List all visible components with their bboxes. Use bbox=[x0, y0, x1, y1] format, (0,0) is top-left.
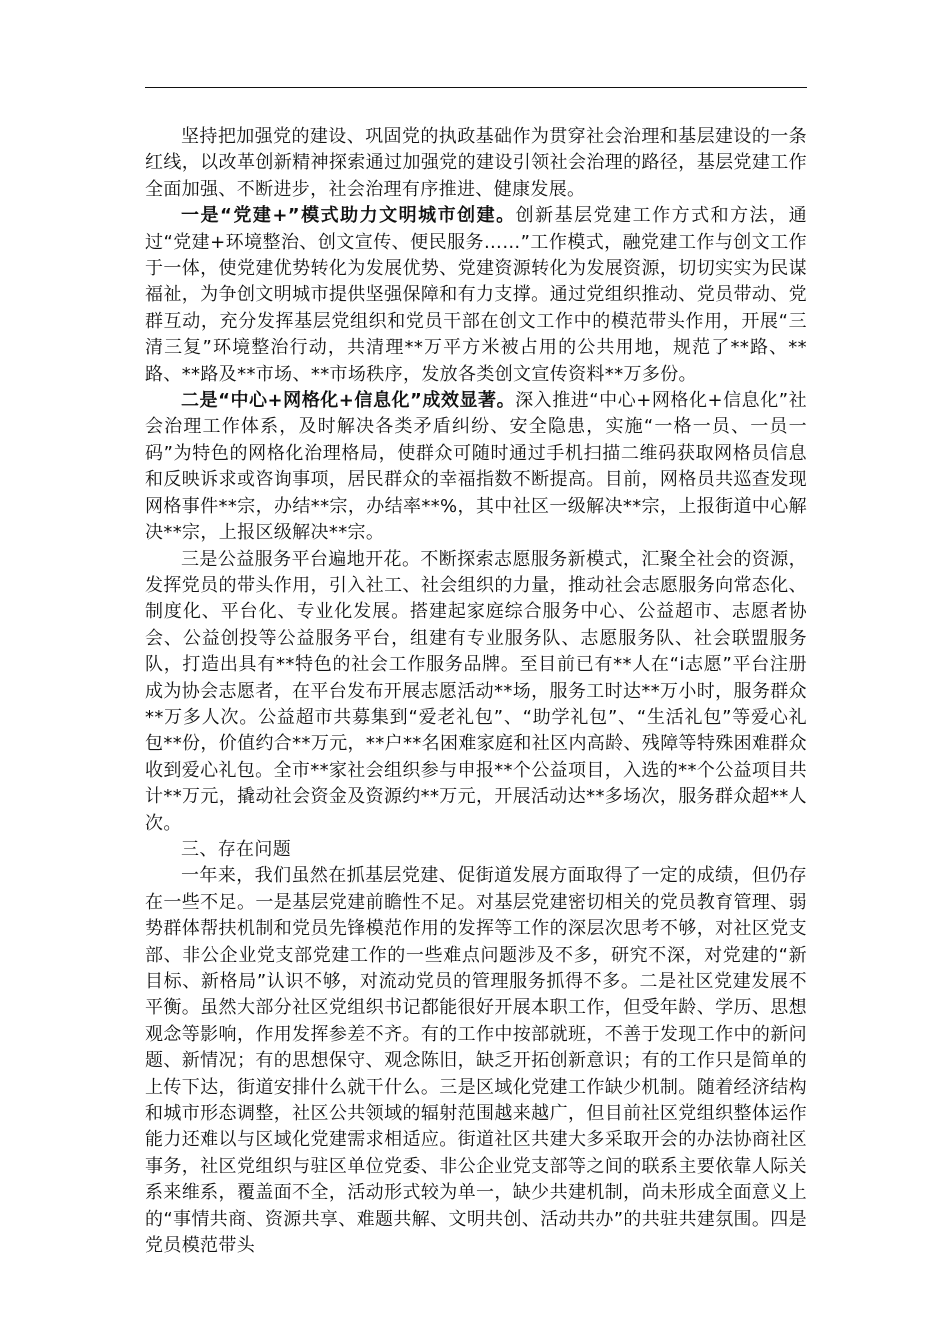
paragraph-intro bbox=[145, 124, 807, 203]
paragraph-public-service-platform-text: 三是公益服务平台遍地开花。不断探索志愿服务新模式，汇聚全社会的资源，发挥党员的带头作用，引入社工、社会组织的力量，推动社会志愿服务向常态化、制度化、平台化、专业化发展。搭建起家庭综合服务中心、公益超市、志愿者协会、公益创投等公益服务平台，组建有专业服务队、志愿服务队、社会联盟服务队，打造出具有**特色的社会工作服务品牌。至目前已有**人在“i志愿”平台注册成为协会志愿者，在平台发布开展志愿活动**场，服务工时达**万小时，服务群众**万多人次。公益超市共募集到“爱老礼包”、“助学礼包”、“生活礼包”等爱心礼包**份，价值约合**万元，**户**名困难家庭和社区内高龄、残障等特殊困难群众收到爱心礼包。全市**家社会组织参与申报**个公益项目，入选的**个公益项目共计**万元，撬动社会资金及资源约**万元，开展活动达**多场次，服务群众超**人次。 bbox=[145, 548, 807, 834]
paragraph-party-building-plus bbox=[145, 203, 807, 388]
paragraph-existing-problems-text: 一年来，我们虽然在抓基层党建、促街道发展方面取得了一定的成绩，但仍存在一些不足。一是基层党建前瞻性不足。对基层党建密切相关的党员教育管理、弱势群体帮扶机制和党员先锋模范作用的发挥等工作的深层次思考不够，对社区党支部、非公企业党支部党建工作的一些难点问题涉及不多，研究不深，对党建的“新目标、新格局”认识不够，对流动党员的管理服务抓得不多。二是社区党建发展不平衡。虽然大部分社区党组织书记都能很好开展本职工作，但受年龄、学历、思想观念等影响，作用发挥参差不齐。有的工作中按部就班，不善于发现工作中的新问题、新情况；有的思想保守、观念陈旧，缺乏开拓创新意识；有的工作只是简单的上传下达，街道安排什么就干什么。三是区域化党建工作缺少机制。随着经济结构和城市形态调整，社区公共领域的辐射范围越来越广，但目前社区党组织整体运作能力还难以与区域化党建需求相适应。街道社区共建大多采取开会的办法协商社区事务，社区党组织与驻区单位党委、非公企业党支部等之间的联系主要依靠人际关系来维系，覆盖面不全，活动形式较为单一，缺少共建机制，尚未形成全面意义上的“事情共商、资源共享、难题共解、文明共创、活动共办”的共驻共建氛围。四是党员模范带头 bbox=[145, 865, 807, 1257]
paragraph-party-building-plus-heading: 一是“党建+”模式助力文明城市创建。 bbox=[181, 205, 516, 227]
paragraph-grid-governance-heading: 二是“中心+网格化+信息化”成效显著。 bbox=[181, 390, 516, 412]
paragraph-existing-problems bbox=[145, 863, 807, 1259]
paragraph-grid-governance bbox=[145, 388, 807, 546]
paragraph-intro-text: 坚持把加强党的建设、巩固党的执政基础作为贯穿社会治理和基层建设的一条红线，以改革创新精神探索通过加强党的建设引领社会治理的路径，基层党建工作全面加强、不断进步，社会治理有序推进、健康发展。 bbox=[145, 126, 807, 200]
section-heading-problems bbox=[145, 837, 807, 863]
header-rule bbox=[145, 87, 807, 88]
paragraph-public-service-platform bbox=[145, 547, 807, 837]
paragraph-grid-governance-text: 深入推进“中心+网格化+信息化”社会治理工作体系，及时解决各类矛盾纠纷、安全隐患，实施“一格一员、一员一码”为特色的网格化治理格局，使群众可随时通过手机扫描二维码获取网格员信息和反映诉求或咨询事项，居民群众的幸福指数不断提高。目前，网格员共巡查发现网格事件**宗，办结**宗，办结率**%，其中社区一级解决**宗，上报街道中心解决**宗，上报区级解决**宗。 bbox=[145, 390, 807, 544]
section-heading-problems-text: 三、存在问题 bbox=[181, 838, 292, 860]
paragraph-party-building-plus-text: 创新基层党建工作方式和方法，通过“党建+环境整治、创文宣传、便民服务……”工作模式，融党建工作与创文工作于一体，使党建优势转化为发展优势、党建资源转化为发展资源，切切实实为民谋福祉，为争创文明城市提供坚强保障和有力支撑。通过党组织推动、党员带动、党群互动，充分发挥基层党组织和党员干部在创文工作中的模范带头作用，开展“三清三复”环境整治行动，共清理**万平方米被占用的公共用地，规范了**路、**路、**路及**市场、**市场秩序，发放各类创文宣传资料**万多份。 bbox=[145, 205, 807, 385]
document-body bbox=[145, 124, 807, 1259]
